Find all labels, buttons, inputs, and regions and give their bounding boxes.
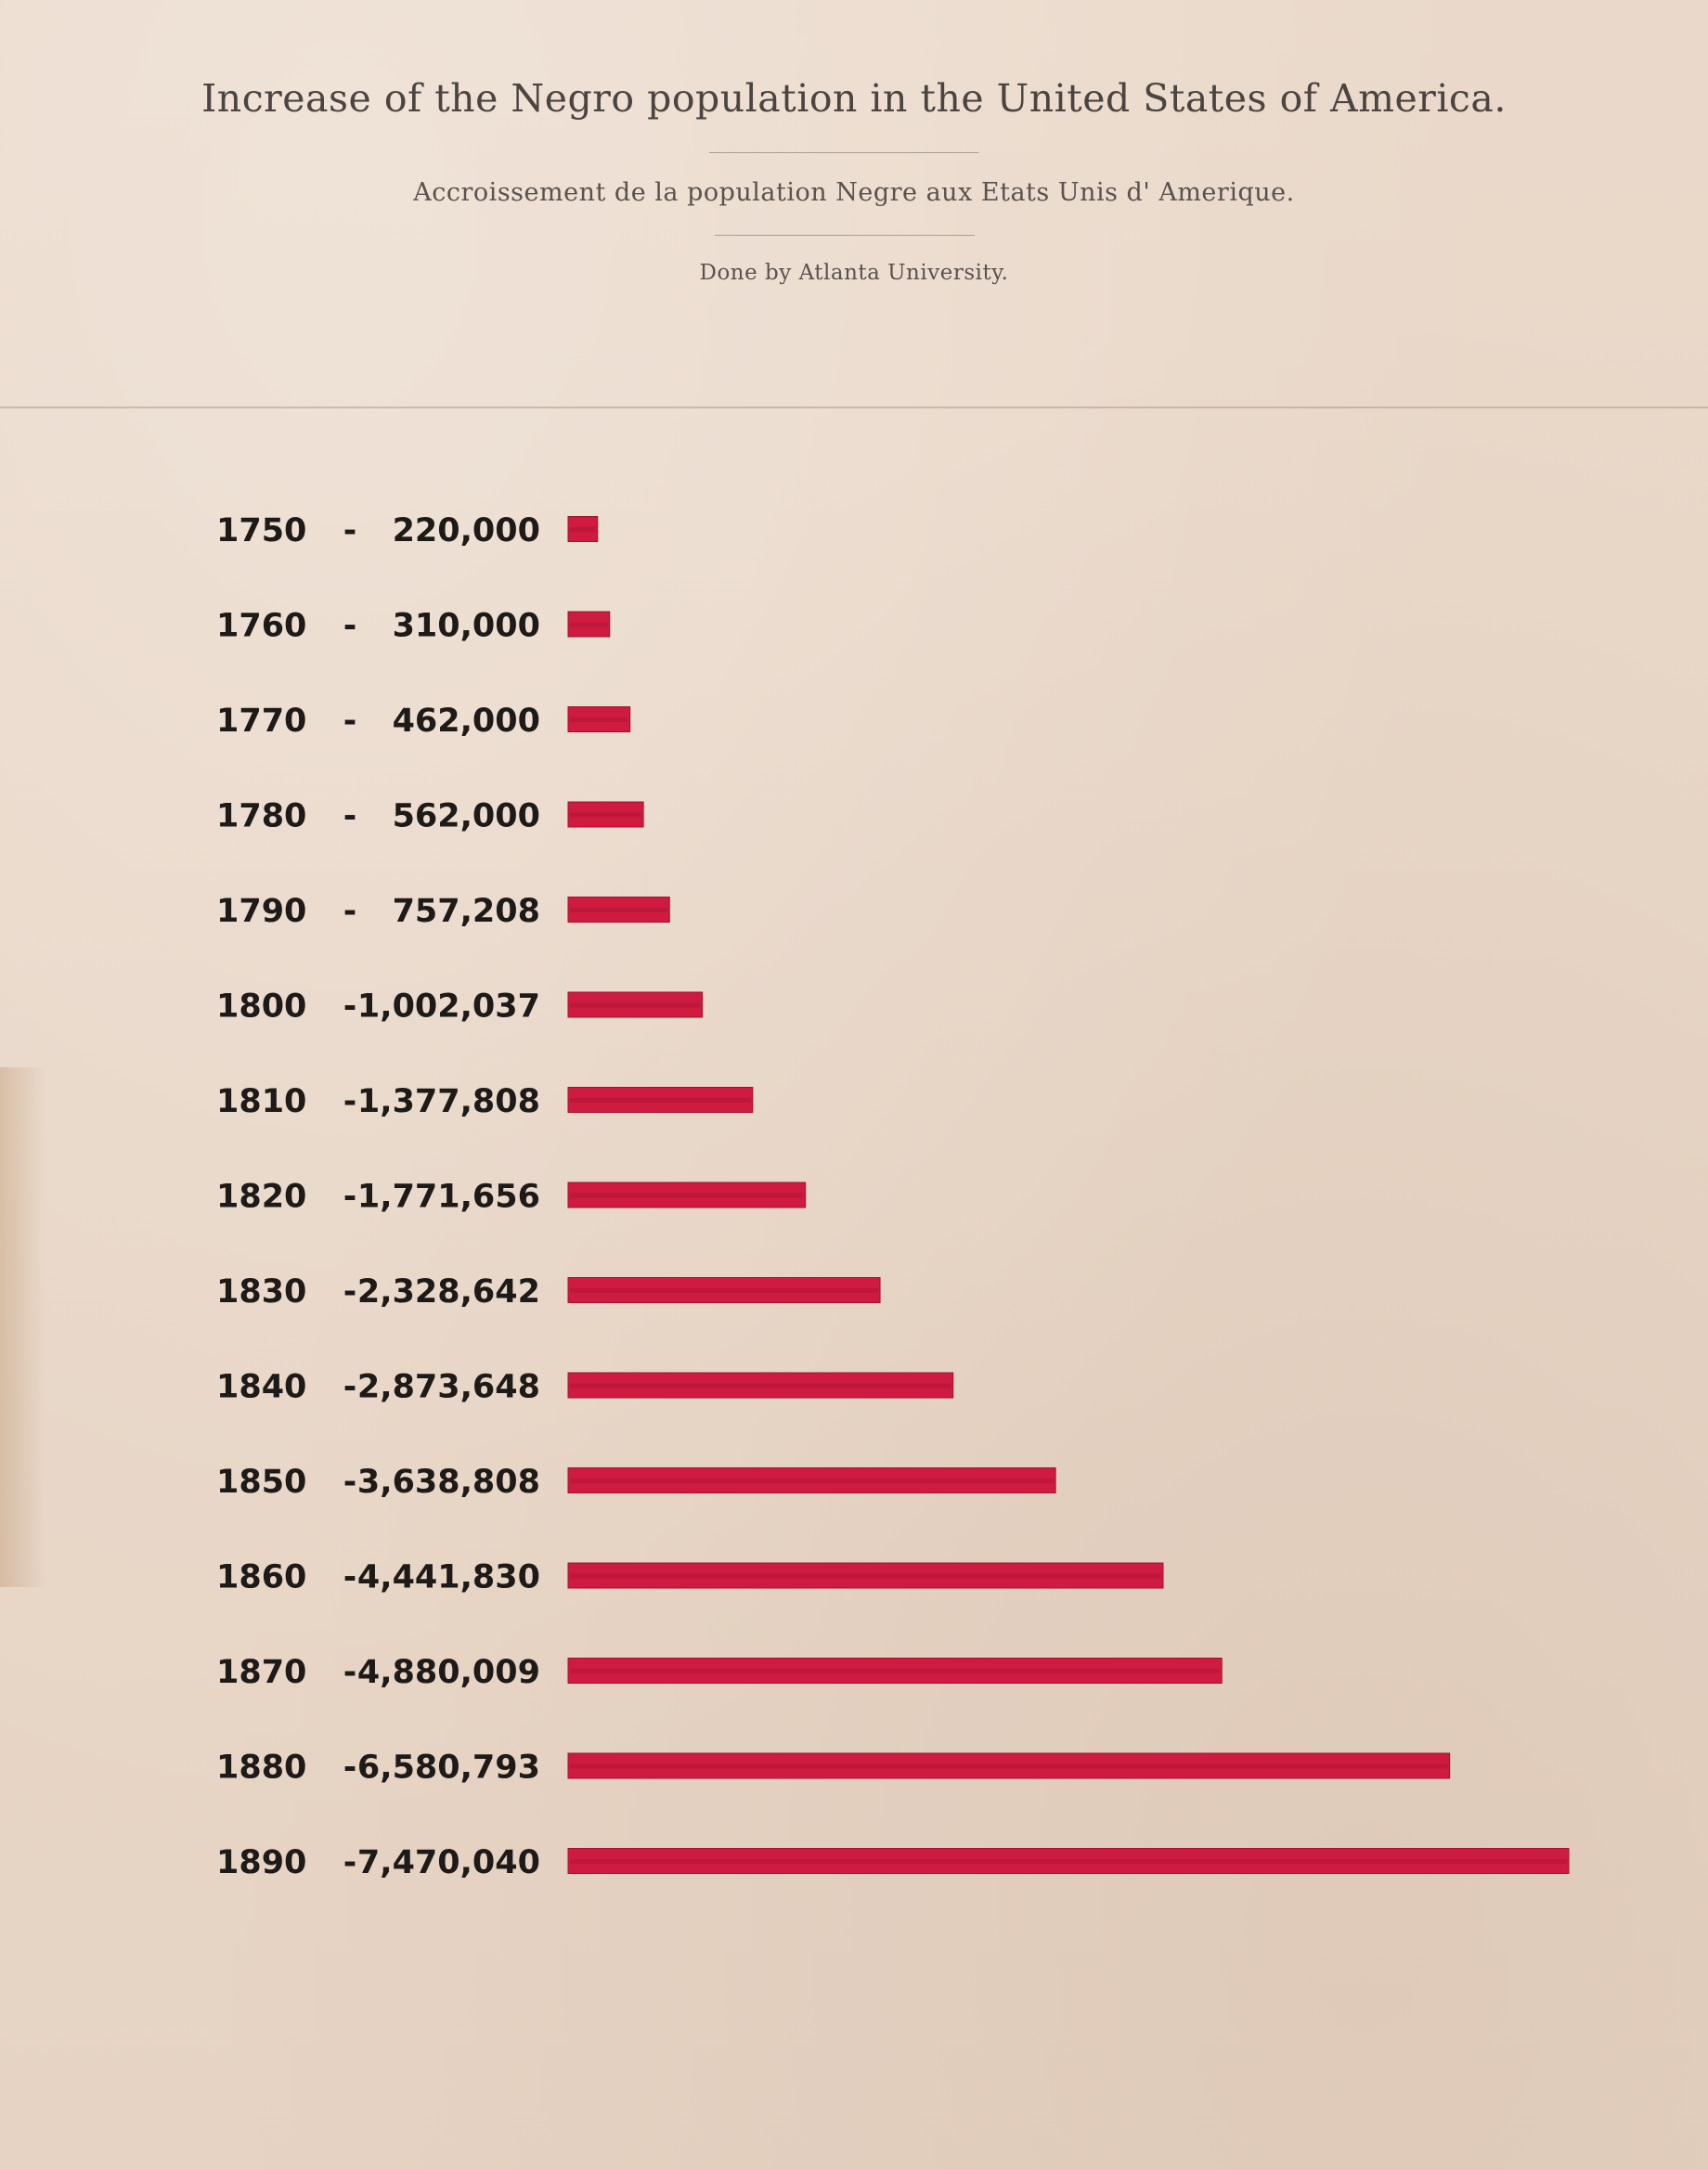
year-label: 1880: [216, 1749, 307, 1787]
year-label: 1750: [216, 512, 307, 549]
bar-watercolor-shading: [570, 908, 667, 912]
separator-dash: -: [343, 1273, 357, 1311]
population-value-label: 1,377,808: [356, 1083, 540, 1120]
separator-dash: -: [343, 512, 357, 549]
bar-watercolor-shading: [570, 1669, 1220, 1673]
chart-subtitle: Accroissement de la population Negre aux Etats Unis d' Amerique.: [413, 178, 1295, 207]
separator-dash: -: [343, 1844, 357, 1881]
separator-dash: -: [343, 1083, 357, 1120]
separator-dash: -: [343, 1749, 357, 1787]
bar-watercolor-shading: [570, 1098, 751, 1103]
population-value-label: 2,328,642: [356, 1273, 540, 1311]
year-label: 1830: [216, 1273, 307, 1311]
separator-dash: -: [343, 988, 357, 1026]
bar-watercolor-shading: [570, 1764, 1448, 1769]
year-label: 1870: [216, 1654, 307, 1691]
bar-watercolor-shading: [570, 1288, 878, 1293]
year-label: 1820: [216, 1178, 307, 1216]
population-value-label: 562,000: [392, 797, 540, 835]
year-label: 1770: [216, 703, 307, 740]
population-value-label: 4,441,830: [356, 1558, 540, 1596]
bar-watercolor-shading: [570, 1384, 951, 1389]
population-value-label: 7,470,040: [356, 1844, 540, 1881]
year-label: 1760: [216, 607, 307, 645]
bar-watercolor-shading: [570, 813, 641, 818]
separator-dash: -: [343, 1464, 357, 1501]
separator-dash: -: [343, 797, 357, 835]
population-value-label: 1,002,037: [356, 988, 540, 1026]
population-value-label: 310,000: [392, 607, 540, 645]
bar-watercolor-shading: [570, 1003, 701, 1008]
year-label: 1780: [216, 797, 307, 835]
population-value-label: 462,000: [392, 703, 540, 740]
bar-watercolor-shading: [570, 1859, 1567, 1864]
population-value-label: 1,771,656: [356, 1178, 540, 1216]
population-value-label: 2,873,648: [356, 1368, 540, 1406]
separator-dash: -: [343, 607, 357, 645]
bar-watercolor-shading: [570, 1479, 1054, 1483]
population-value-label: 3,638,808: [356, 1464, 540, 1501]
population-value-label: 4,880,009: [356, 1654, 540, 1691]
year-label: 1860: [216, 1558, 307, 1596]
separator-dash: -: [343, 703, 357, 740]
population-value-label: 220,000: [392, 512, 540, 549]
chart-credit: Done by Atlanta University.: [699, 261, 1009, 285]
bar-watercolor-shading: [570, 1574, 1161, 1579]
year-label: 1840: [216, 1368, 307, 1406]
year-label: 1810: [216, 1083, 307, 1120]
separator-dash: -: [343, 1654, 357, 1691]
bar-watercolor-shading: [570, 1194, 804, 1198]
bar-watercolor-shading: [570, 527, 596, 532]
separator-dash: -: [343, 893, 357, 930]
bar-watercolor-shading: [570, 623, 608, 627]
year-label: 1850: [216, 1464, 307, 1501]
separator-dash: -: [343, 1558, 357, 1596]
bar-watercolor-shading: [570, 717, 628, 722]
year-label: 1790: [216, 893, 307, 930]
year-label: 1890: [216, 1844, 307, 1881]
chart-title: Increase of the Negro population in the United States of America.: [201, 76, 1507, 121]
separator-dash: -: [343, 1178, 357, 1216]
population-value-label: 757,208: [392, 893, 540, 930]
population-value-label: 6,580,793: [356, 1749, 540, 1787]
separator-dash: -: [343, 1368, 357, 1406]
year-label: 1800: [216, 988, 307, 1026]
